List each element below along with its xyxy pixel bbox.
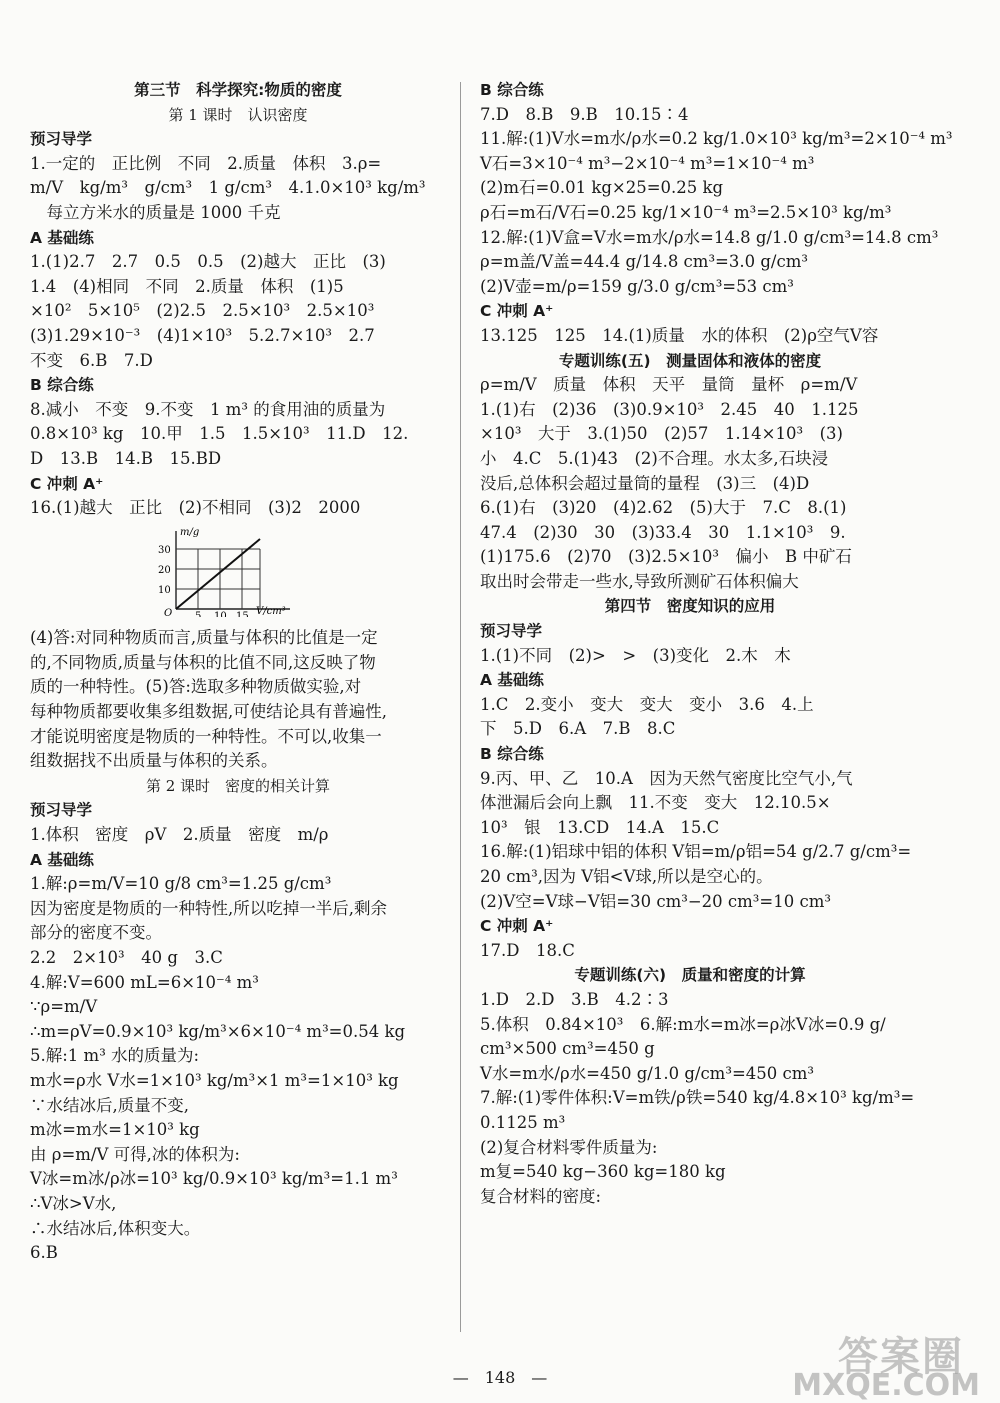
answer-line: 1.(1)右 (2)36 (3)0.9×10³ 2.45 40 1.125 <box>480 399 859 419</box>
left-column <box>30 78 446 1266</box>
exercise-heading: 预习导学 <box>30 801 93 820</box>
exercise-heading: A 基础练 <box>480 671 544 690</box>
graph-grid <box>176 549 260 609</box>
answer-line: 1.一定的 正比例 不同 2.质量 体积 3.ρ= <box>30 153 382 173</box>
answer-line: 没后,总体积会超过量筒的量程 (3)三 (4)D <box>480 473 810 493</box>
answer-line: (2)V空=V球−V铝=30 cm³−20 cm³=10 cm³ <box>480 891 831 911</box>
watermark-url: MXQE.COM <box>792 1368 980 1403</box>
y-axis-label: m/g <box>180 526 200 538</box>
answer-line: m水=ρ水 V水=1×10³ kg/m³×1 m³=1×10³ kg <box>30 1070 399 1090</box>
answer-line: 不变 6.B 7.D <box>30 350 153 370</box>
mass-volume-graph-svg <box>150 525 300 617</box>
y-tick: 30 <box>158 544 171 556</box>
x-tick: 10 <box>214 610 227 617</box>
answer-line: cm³×500 cm³=450 g <box>480 1039 655 1059</box>
y-tick: 20 <box>158 564 171 576</box>
answer-line: 部分的密度不变。 <box>30 923 162 943</box>
answer-line: ρ石=m石/V石=0.25 kg/1×10⁻⁴ m³=2.5×10³ kg/m³ <box>480 202 892 222</box>
answer-line: ∴V冰>V水, <box>30 1193 117 1213</box>
answer-line: ∵水结冰后,质量不变, <box>30 1095 189 1115</box>
answer-line: ρ=m盖/V盖=44.4 g/14.8 cm³=3.0 g/cm³ <box>480 252 808 272</box>
origin-label: O <box>164 607 173 617</box>
answer-line: ρ=m/V 质量 体积 天平 量筒 量杯 ρ=m/V <box>480 375 858 395</box>
answer-line: 的,不同物质,质量与体积的比值不同,这反映了物 <box>30 652 376 672</box>
answer-line: 20 cm³,因为 V铝<V球,所以是空心的。 <box>480 867 773 886</box>
answer-line: 0.8×10³ kg 10.甲 1.5 1.5×10³ 11.D 12. <box>30 424 409 444</box>
section-title: 专题训练(五) 测量固体和液体的密度 <box>558 351 822 370</box>
answer-line: 12.解:(1)V盒=V水=m水/ρ水=14.8 g/1.0 g/cm³=14.8 cm³ <box>480 227 939 247</box>
answer-line: 体泄漏后会向上飘 11.不变 变大 12.10.5× <box>480 793 831 813</box>
answer-line: 小 4.C 5.(1)43 (2)不合理。水太多,石块浸 <box>480 448 829 468</box>
answer-line: V石=3×10⁻⁴ m³−2×10⁻⁴ m³=1×10⁻⁴ m³ <box>480 153 815 173</box>
answer-line: 1.4 (4)相同 不同 2.质量 体积 (1)5 <box>30 276 344 296</box>
answer-line: 1.(1)不同 (2)> > (3)变化 2.木 木 <box>480 645 791 665</box>
answer-line: 取出时会带走一些水,导致所测矿石体积偏大 <box>480 571 799 591</box>
exercise-heading: C 冲刺 A⁺ <box>480 302 554 321</box>
x-tick: 15 <box>236 610 249 617</box>
answer-line: 47.4 (2)30 30 (3)33.4 30 1.1×10³ 9. <box>480 522 846 542</box>
answer-line: (2)复合材料零件质量为: <box>480 1137 658 1157</box>
answer-line: 6.B <box>30 1243 58 1263</box>
answer-line: ×10³ 大于 3.(1)50 (2)57 1.14×10³ (3) <box>480 424 843 444</box>
exercise-heading: B 综合练 <box>480 81 544 99</box>
answer-line: (1)175.6 (2)70 (3)2.5×10³ 偏小 B 中矿石 <box>480 547 852 567</box>
answer-line: 由 ρ=m/V 可得,冰的体积为: <box>30 1144 240 1164</box>
answer-line: 13.125 125 14.(1)质量 水的体积 (2)ρ空气V容 <box>480 325 879 345</box>
answer-line: 1.体积 密度 ρV 2.质量 密度 m/ρ <box>30 825 329 845</box>
answer-line: 每立方米水的质量是 1000 千克 <box>30 202 281 222</box>
x-axis-label: V/cm³ <box>256 605 286 617</box>
answer-line: 1.(1)2.7 2.7 0.5 0.5 (2)越大 正比 (3) <box>30 252 386 272</box>
answer-line: 1.D 2.D 3.B 4.2∶3 <box>480 989 669 1009</box>
section-title: 第三节 科学探究:物质的密度 <box>134 81 342 99</box>
lesson-subtitle: 第 2 课时 密度的相关计算 <box>145 776 331 795</box>
answer-line: 9.丙、甲、乙 10.A 因为天然气密度比空气小,气 <box>480 768 853 788</box>
answer-line: 8.减小 不变 9.不变 1 m³ 的食用油的质量为 <box>30 399 386 419</box>
section-title: 第四节 密度知识的应用 <box>604 597 776 616</box>
answer-line: 下 5.D 6.A 7.B 8.C <box>480 719 676 739</box>
exercise-heading: B 综合练 <box>480 745 544 764</box>
exercise-heading: A 基础练 <box>30 228 94 247</box>
answer-line: 11.解:(1)V水=m水/ρ水=0.2 kg/1.0×10³ kg/m³=2×10⁻⁴ m³ <box>480 129 953 149</box>
answer-line: 0.1125 m³ <box>480 1112 566 1132</box>
page-number: — 148 — <box>452 1368 548 1387</box>
answer-line: 5.体积 0.84×10³ 6.解:m水=m冰=ρ冰V冰=0.9 g/ <box>480 1014 886 1034</box>
answer-line: 才能说明密度是物质的一种特性。不可以,收集一 <box>30 726 382 746</box>
answer-line: 6.(1)右 (3)20 (4)2.62 (5)大于 7.C 8.(1) <box>480 498 847 518</box>
answer-line: m/V kg/m³ g/cm³ 1 g/cm³ 4.1.0×10³ kg/m³ <box>30 178 426 198</box>
answer-line: 10³ 银 13.CD 14.A 15.C <box>480 817 720 837</box>
y-tick: 10 <box>158 584 171 596</box>
lesson-subtitle: 第 1 课时 认识密度 <box>168 105 308 124</box>
mass-volume-graph <box>150 525 446 625</box>
exercise-heading: C 冲刺 A⁺ <box>480 917 554 936</box>
column-divider <box>460 82 461 1332</box>
right-column <box>480 78 953 1209</box>
answer-line: (3)1.29×10⁻³ (4)1×10³ 5.2.7×10³ 2.7 <box>30 325 375 345</box>
answer-line: 每种物质都要收集多组数据,可使结论具有普遍性, <box>30 702 387 722</box>
answer-line: D 13.B 14.B 15.BD <box>30 448 222 468</box>
answer-line: 1.C 2.变小 变大 变大 变小 3.6 4.上 <box>480 694 814 714</box>
answer-line: ∵ρ=m/V <box>30 997 98 1017</box>
answer-line: 复合材料的密度: <box>480 1186 602 1206</box>
answer-line: 组数据找不出质量与体积的关系。 <box>30 751 278 771</box>
answer-line: 4.解:V=600 mL=6×10⁻⁴ m³ <box>30 972 259 992</box>
answer-line: (2)V壶=m/ρ=159 g/3.0 g/cm³=53 cm³ <box>480 276 794 296</box>
section-title: 专题训练(六) 质量和密度的计算 <box>574 966 806 985</box>
answer-line: ∴m=ρV=0.9×10³ kg/m³×6×10⁻⁴ m³=0.54 kg <box>30 1021 406 1041</box>
exercise-heading: 预习导学 <box>480 622 543 641</box>
answer-line: 2.2 2×10³ 40 g 3.C <box>30 948 223 967</box>
watermark-logo: 答案圈 <box>838 1334 964 1380</box>
answer-line: V水=m水/ρ水=450 g/1.0 g/cm³=450 cm³ <box>480 1063 815 1083</box>
answer-line: (4)答:对同种物质而言,质量与体积的比值是一定 <box>30 628 378 648</box>
answer-line: m复=540 kg−360 kg=180 kg <box>480 1162 726 1182</box>
answer-line: 5.解:1 m³ 水的质量为: <box>30 1046 200 1066</box>
answer-line: (2)m石=0.01 kg×25=0.25 kg <box>480 178 724 198</box>
exercise-heading: A 基础练 <box>30 850 94 869</box>
answer-line: ∴水结冰后,体积变大。 <box>30 1218 201 1238</box>
answer-line: 1.解:ρ=m/V=10 g/8 cm³=1.25 g/cm³ <box>30 874 332 894</box>
answer-line: m冰=m水=1×10³ kg <box>30 1120 200 1140</box>
exercise-heading: C 冲刺 A⁺ <box>30 474 104 493</box>
answer-line: V冰=m冰/ρ冰=10³ kg/0.9×10³ kg/m³=1.1 m³ <box>30 1169 398 1189</box>
exercise-heading: B 综合练 <box>30 376 94 395</box>
answer-line: 16.(1)越大 正比 (2)不相同 (3)2 2000 <box>30 498 361 518</box>
answer-line: 7.解:(1)零件体积:V=m铁/ρ铁=540 kg/4.8×10³ kg/m³= <box>480 1088 915 1108</box>
answer-line: 17.D 18.C <box>480 940 575 960</box>
answer-line: 16.解:(1)铝球中铝的体积 V铝=m/ρ铝=54 g/2.7 g/cm³= <box>480 842 912 862</box>
answer-line: 质的一种特性。(5)答:选取多种物质做实验,对 <box>30 677 362 697</box>
x-tick: 5 <box>195 610 202 617</box>
answer-line: ×10² 5×10⁵ (2)2.5 2.5×10³ 2.5×10³ <box>30 301 375 321</box>
answer-line: 因为密度是物质的一种特性,所以吃掉一半后,剩余 <box>30 898 387 918</box>
answer-line: 7.D 8.B 9.B 10.15∶4 <box>480 104 689 124</box>
exercise-heading: 预习导学 <box>30 130 93 149</box>
